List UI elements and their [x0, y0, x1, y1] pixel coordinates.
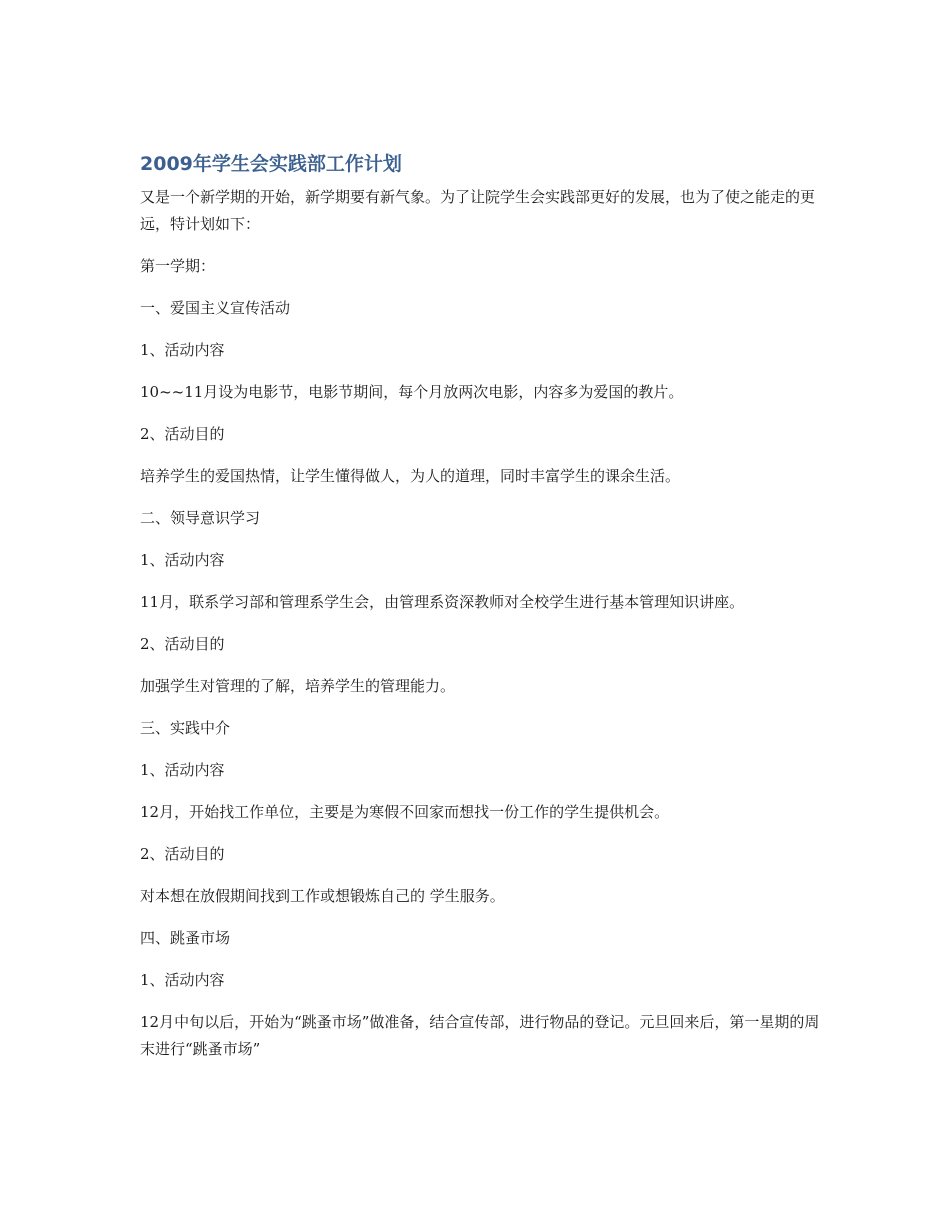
- subheading-purpose: 2、活动目的: [140, 635, 225, 653]
- paragraph-intro: 又是一个新学期的开始，新学期要有新气象。为了让院学生会实践部更好的发展，也为了使之能走的更远，特计划如下：: [140, 188, 816, 233]
- paragraph: 12月，开始找工作单位，主要是为寒假不回家而想找一份工作的学生提供机会。: [140, 803, 670, 821]
- subheading-content: 1、活动内容: [140, 971, 225, 989]
- paragraph-semester: 第一学期：: [140, 257, 216, 275]
- section-heading-4: 四、跳蚤市场: [140, 929, 231, 947]
- subheading-content: 1、活动内容: [140, 551, 225, 569]
- subheading-purpose: 2、活动目的: [140, 845, 225, 863]
- document-title: 2009年学生会实践部工作计划: [140, 153, 402, 175]
- paragraph: 10~~11月设为电影节，电影节期间，每个月放两次电影，内容多为爱国的教片。: [140, 383, 684, 401]
- paragraph: 培养学生的爱国热情，让学生懂得做人，为人的道理，同时丰富学生的课余生活。: [140, 467, 681, 485]
- subheading-purpose: 2、活动目的: [140, 425, 225, 443]
- paragraph: 11月，联系学习部和管理系学生会，由管理系资深教师对全校学生进行基本管理知识讲座。: [140, 593, 745, 611]
- paragraph: 12月中旬以后，开始为“跳蚤市场”做准备，结合宣传部，进行物品的登记。元旦回来后，第一星期的周末进行“跳蚤市场”: [140, 1013, 820, 1058]
- section-heading-2: 二、领导意识学习: [140, 509, 261, 527]
- paragraph: 加强学生对管理的了解，培养学生的管理能力。: [140, 677, 456, 695]
- section-heading-3: 三、实践中介: [140, 719, 231, 737]
- paragraph: 对本想在放假期间找到工作或想锻炼自己的 学生服务。: [140, 887, 505, 905]
- section-heading-1: 一、爱国主义宣传活动: [140, 299, 291, 317]
- subheading-content: 1、活动内容: [140, 761, 225, 779]
- subheading-content: 1、活动内容: [140, 341, 225, 359]
- document-page: [140, 150, 820, 1078]
